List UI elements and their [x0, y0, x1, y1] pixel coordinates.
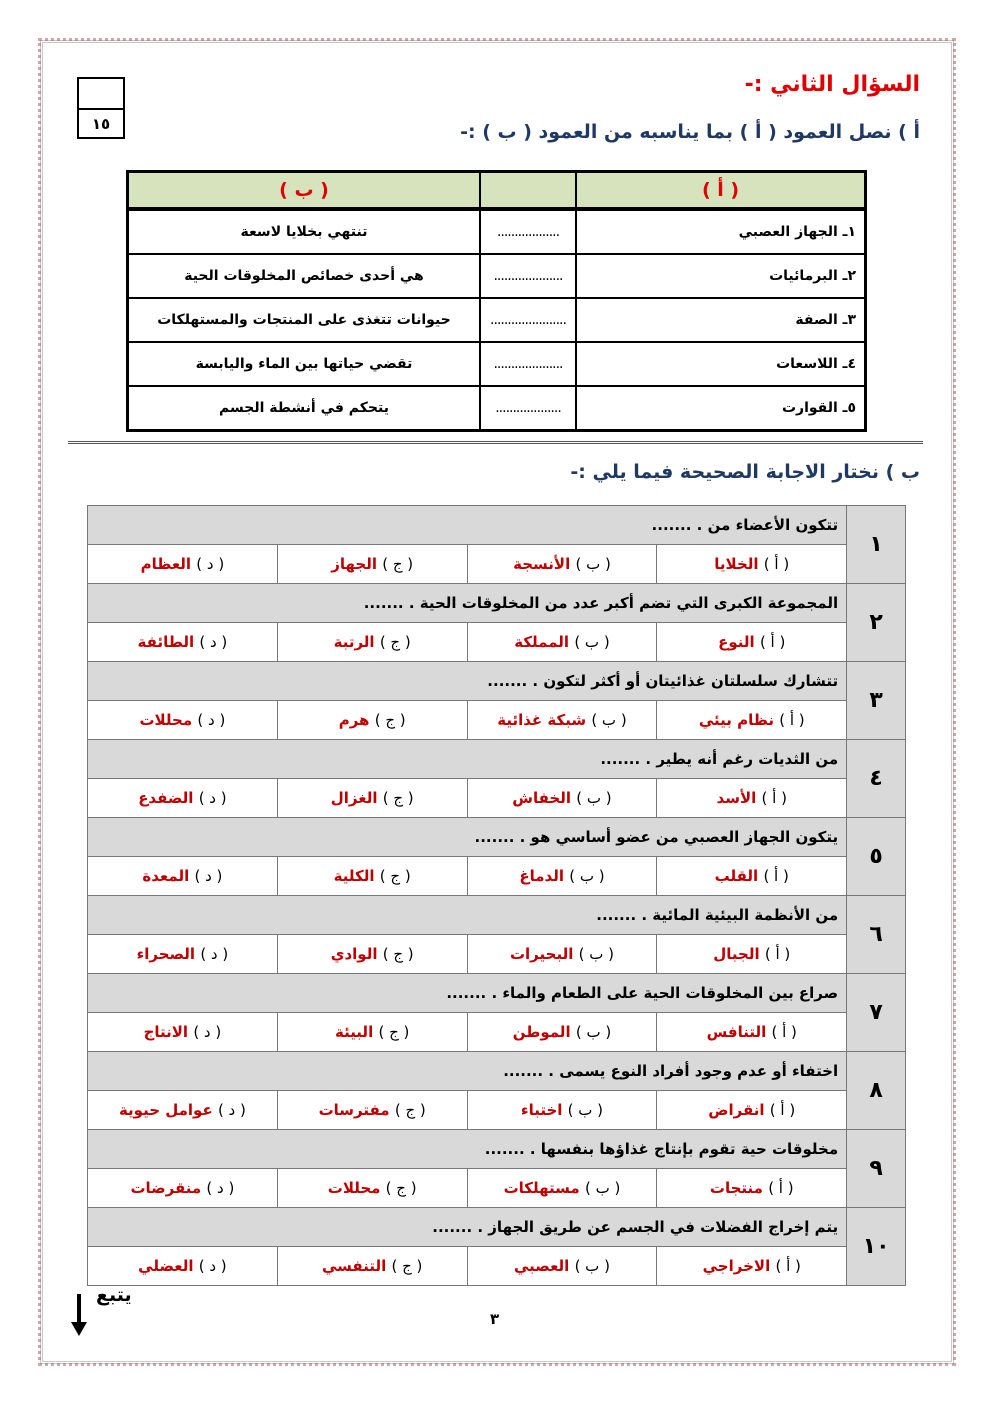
answer-blank[interactable]: ...................... — [480, 298, 576, 342]
question-row — [88, 1052, 906, 1091]
option-label: ( أ ) — [761, 789, 787, 807]
option-text: الأسد — [716, 789, 757, 807]
answer-option[interactable] — [467, 857, 657, 896]
answer-option[interactable] — [657, 857, 847, 896]
option-label: ( ج ) — [391, 1257, 423, 1275]
option-text: العظام — [140, 555, 192, 573]
option-text: المعدة — [142, 867, 190, 885]
option-text: الغزال — [330, 789, 378, 807]
matching-row — [128, 254, 866, 298]
answer-option[interactable] — [277, 935, 467, 974]
answer-blank[interactable]: .................... — [480, 254, 576, 298]
answer-option[interactable] — [657, 935, 847, 974]
column-a-header: ( أ ) — [576, 172, 866, 210]
answer-option[interactable] — [277, 857, 467, 896]
answer-blank[interactable]: ................... — [480, 386, 576, 431]
option-label: ( أ ) — [768, 1179, 794, 1197]
answer-option[interactable] — [277, 1169, 467, 1208]
question-text: تتكون الأعضاء من . ....... — [88, 506, 847, 545]
column-a-item: ٣ـ الصفة — [576, 298, 866, 342]
option-label: ( ج ) — [374, 711, 406, 729]
question-row — [88, 584, 906, 623]
answer-blank[interactable]: .................... — [480, 342, 576, 386]
option-label: ( ب ) — [578, 945, 614, 963]
option-text: الطائفة — [137, 633, 195, 651]
column-b-item: حيوانات تتغذى على المنتجات والمستهلكات — [128, 298, 481, 342]
option-label: ( أ ) — [763, 867, 789, 885]
answer-option[interactable] — [467, 1013, 657, 1052]
question-text: اختفاء أو عدم وجود أفراد النوع يسمى . ....... — [88, 1052, 847, 1091]
question-row — [88, 1130, 906, 1169]
option-label: ( أ ) — [764, 945, 791, 963]
option-text: منقرضات — [130, 1179, 202, 1197]
part-b-heading: ب ) نختار الاجابة الصحيحة فيما يلي :- — [570, 461, 920, 483]
answer-option[interactable] — [88, 1013, 278, 1052]
option-text: مستهلكات — [503, 1179, 580, 1197]
question-text: تتشارك سلسلتان غذائيتان أو أكثر لتكون . ....... — [88, 662, 847, 701]
options-row — [88, 701, 906, 740]
option-text: المملكة — [514, 633, 570, 651]
question-number: ٥ — [847, 818, 906, 896]
option-text: الانتاج — [143, 1023, 189, 1041]
option-text: الخفاش — [512, 789, 572, 807]
option-label: ( ب ) — [575, 1023, 612, 1041]
question-row — [88, 506, 906, 545]
options-row — [88, 1247, 906, 1286]
matching-row — [128, 386, 866, 431]
answer-option[interactable] — [88, 779, 278, 818]
question-row — [88, 818, 906, 857]
answer-option[interactable] — [88, 545, 278, 584]
option-text: التنافس — [706, 1023, 767, 1041]
question-row — [88, 974, 906, 1013]
answer-option[interactable] — [277, 545, 467, 584]
question-number: ١٠ — [847, 1208, 906, 1286]
answer-option[interactable] — [88, 1091, 278, 1130]
option-text: النوع — [718, 633, 755, 651]
option-text: الأنسجة — [513, 555, 571, 573]
option-label: ( د ) — [217, 1101, 246, 1119]
arrow-down-icon — [70, 1294, 88, 1336]
option-label: ( د ) — [199, 633, 228, 651]
option-label: ( ب ) — [576, 789, 612, 807]
options-row — [88, 779, 906, 818]
question-number: ٧ — [847, 974, 906, 1052]
option-label: ( ب ) — [574, 1257, 610, 1275]
option-text: التنفسي — [321, 1257, 387, 1275]
option-text: العصبي — [514, 1257, 570, 1275]
answer-option[interactable] — [277, 701, 467, 740]
score-total: ١٥ — [91, 115, 111, 133]
option-label: ( أ ) — [769, 1101, 796, 1119]
continue-label: يتبع — [96, 1284, 132, 1306]
question-number: ٦ — [847, 896, 906, 974]
answer-option[interactable] — [657, 1247, 847, 1286]
question-text: يتم إخراج الفضلات في الجسم عن طريق الجهاز . ....... — [88, 1208, 847, 1247]
option-label: ( ج ) — [379, 867, 411, 885]
answer-option[interactable] — [88, 701, 278, 740]
question-row — [88, 740, 906, 779]
column-b-header: ( ب ) — [128, 172, 481, 210]
option-text: الضفدع — [138, 789, 194, 807]
answer-option[interactable] — [277, 623, 467, 662]
options-row — [88, 545, 906, 584]
answer-option[interactable] — [467, 1247, 657, 1286]
option-label: ( ج ) — [382, 945, 414, 963]
option-label: ( ج ) — [379, 633, 411, 651]
option-text: محللات — [327, 1179, 381, 1197]
multiple-choice-table — [87, 505, 906, 1286]
question-number: ٢ — [847, 584, 906, 662]
option-text: الكلية — [333, 867, 375, 885]
answer-option[interactable] — [88, 857, 278, 896]
answer-option[interactable] — [657, 1091, 847, 1130]
answer-option[interactable] — [467, 545, 657, 584]
option-text: شبكة غذائية — [497, 711, 587, 729]
option-label: ( أ ) — [763, 555, 790, 573]
option-text: انقراض — [708, 1101, 765, 1119]
option-label: ( أ ) — [759, 633, 786, 651]
question-number: ١ — [847, 506, 906, 584]
option-label: ( ب ) — [567, 1101, 604, 1119]
options-row — [88, 857, 906, 896]
option-label: ( ب ) — [569, 867, 605, 885]
question-number: ٨ — [847, 1052, 906, 1130]
question-row — [88, 1208, 906, 1247]
option-label: ( د ) — [200, 945, 229, 963]
option-text: هرم — [338, 711, 370, 729]
column-a-item: ٤ـ اللاسعات — [576, 342, 866, 386]
question-row — [88, 662, 906, 701]
answer-option[interactable] — [657, 1013, 847, 1052]
option-label: ( ب ) — [575, 555, 611, 573]
option-label: ( ج ) — [382, 555, 414, 573]
question-title: السؤال الثاني :- — [744, 72, 920, 97]
option-text: نظام بيئي — [698, 711, 774, 729]
option-label: ( ج ) — [378, 1023, 410, 1041]
option-text: الجبال — [713, 945, 760, 963]
answer-option[interactable] — [657, 1169, 847, 1208]
answer-option[interactable] — [277, 779, 467, 818]
option-text: البحيرات — [509, 945, 574, 963]
option-label: ( ب ) — [591, 711, 627, 729]
option-label: ( ج ) — [382, 789, 414, 807]
score-earned-cell — [79, 79, 123, 110]
option-label: ( د ) — [193, 1023, 222, 1041]
option-text: الوادي — [330, 945, 378, 963]
answer-option[interactable] — [467, 779, 657, 818]
answer-option[interactable] — [467, 701, 657, 740]
option-text: اختباء — [520, 1101, 563, 1119]
answer-option[interactable] — [467, 935, 657, 974]
option-label: ( د ) — [198, 1257, 227, 1275]
matching-row — [128, 209, 866, 254]
option-text: الصحراء — [136, 945, 196, 963]
page-number: ٣ — [490, 1310, 500, 1328]
option-label: ( د ) — [196, 555, 225, 573]
matching-row — [128, 298, 866, 342]
question-row — [88, 896, 906, 935]
option-text: مفترسات — [318, 1101, 390, 1119]
option-label: ( أ ) — [771, 1023, 797, 1041]
answer-option[interactable] — [88, 1169, 278, 1208]
option-label: ( د ) — [197, 711, 226, 729]
column-b-item: تقضي حياتها بين الماء واليابسة — [128, 342, 481, 386]
option-label: ( ب ) — [584, 1179, 621, 1197]
option-text: عوامل حيوية — [118, 1101, 213, 1119]
column-a-item: ٥ـ القوارت — [576, 386, 866, 431]
option-text: الرتبة — [333, 633, 375, 651]
question-number: ٤ — [847, 740, 906, 818]
options-row — [88, 623, 906, 662]
part-a-heading: أ ) نصل العمود ( أ ) بما يناسبه من العمود ( ب ) :- — [460, 121, 920, 143]
option-label: ( ج ) — [394, 1101, 426, 1119]
answer-option[interactable] — [88, 1247, 278, 1286]
options-row — [88, 1013, 906, 1052]
answer-option[interactable] — [467, 1091, 657, 1130]
option-text: الدماغ — [519, 867, 564, 885]
question-number: ٩ — [847, 1130, 906, 1208]
question-number: ٣ — [847, 662, 906, 740]
answer-option[interactable] — [88, 935, 278, 974]
option-text: البيئة — [334, 1023, 374, 1041]
answer-blank[interactable]: .................. — [480, 209, 576, 254]
answer-option[interactable] — [657, 701, 847, 740]
options-row — [88, 935, 906, 974]
answer-option[interactable] — [657, 779, 847, 818]
question-text: صراع بين المخلوقات الحية على الطعام والماء . ....... — [88, 974, 847, 1013]
column-a-item: ١ـ الجهاز العصبي — [576, 209, 866, 254]
option-label: ( ج ) — [385, 1179, 417, 1197]
option-label: ( ب ) — [574, 633, 610, 651]
answer-column-header — [480, 172, 576, 210]
option-label: ( د ) — [194, 867, 223, 885]
option-label: ( د ) — [198, 789, 227, 807]
column-b-item: تنتهي بخلايا لاسعة — [128, 209, 481, 254]
column-b-item: يتحكم في أنشطة الجسم — [128, 386, 481, 431]
column-a-item: ٢ـ البرمائيات — [576, 254, 866, 298]
answer-option[interactable] — [88, 623, 278, 662]
section-divider — [68, 441, 923, 444]
answer-option[interactable] — [277, 1247, 467, 1286]
option-text: منتجات — [709, 1179, 763, 1197]
option-text: الخلايا — [714, 555, 759, 573]
question-text: مخلوقات حية تقوم بإنتاج غذاؤها بنفسها . ....... — [88, 1130, 847, 1169]
option-text: القلب — [714, 867, 759, 885]
options-row — [88, 1091, 906, 1130]
option-text: الموطن — [512, 1023, 571, 1041]
matching-table — [126, 170, 867, 432]
option-text: الجهاز — [331, 555, 377, 573]
question-text: من الثديات رغم أنه يطير . ....... — [88, 740, 847, 779]
option-text: العضلي — [138, 1257, 194, 1275]
matching-row — [128, 342, 866, 386]
column-b-item: هي أحدى خصائص المخلوقات الحية — [128, 254, 481, 298]
option-label: ( أ ) — [775, 1257, 801, 1275]
options-row — [88, 1169, 906, 1208]
answer-option[interactable] — [277, 1013, 467, 1052]
answer-option[interactable] — [467, 1169, 657, 1208]
question-text: من الأنظمة البيئية المائية . ....... — [88, 896, 847, 935]
answer-option[interactable] — [277, 1091, 467, 1130]
answer-option[interactable] — [467, 623, 657, 662]
question-text: المجموعة الكبرى التي تضم أكبر عدد من المخلوقات الحية . ....... — [88, 584, 847, 623]
option-label: ( أ ) — [779, 711, 805, 729]
answer-option[interactable] — [657, 623, 847, 662]
option-label: ( د ) — [206, 1179, 235, 1197]
option-text: الاخراجي — [702, 1257, 771, 1275]
score-box — [77, 77, 125, 139]
answer-option[interactable] — [657, 545, 847, 584]
question-text: يتكون الجهاز العصبي من عضو أساسي هو . ....... — [88, 818, 847, 857]
option-text: محللات — [139, 711, 193, 729]
